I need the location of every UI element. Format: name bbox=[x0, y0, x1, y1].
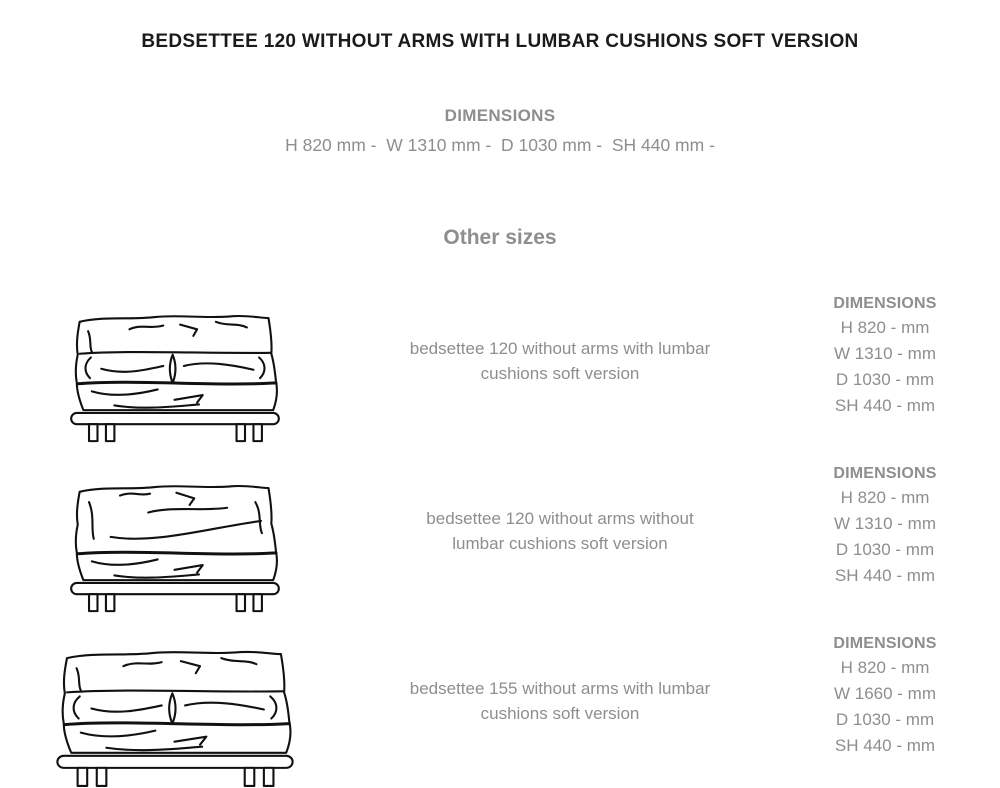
description-line: lumbar cushions soft version bbox=[452, 534, 668, 553]
product-description bbox=[350, 458, 770, 628]
drawing-cell bbox=[0, 288, 350, 458]
dimensions-block-heading: DIMENSIONS bbox=[833, 635, 937, 652]
product-row bbox=[0, 628, 1000, 788]
drawing-cell bbox=[0, 458, 350, 628]
description-line: cushions soft version bbox=[480, 364, 640, 383]
dimension-seat-height: SH 440 - mm bbox=[834, 396, 936, 415]
dimension-width: W 1660 - mm bbox=[833, 684, 937, 703]
dimension-seat-height: SH 440 - mm bbox=[834, 566, 936, 585]
dimensions-block bbox=[770, 628, 1000, 788]
dimensions-block-heading: DIMENSIONS bbox=[833, 465, 937, 482]
dimensions-block-heading: DIMENSIONS bbox=[833, 295, 937, 312]
description-line: bedsettee 120 without arms without bbox=[426, 509, 694, 528]
other-sizes-list bbox=[0, 288, 1000, 788]
bedsettee-without-lumbar-cushions-line-drawing bbox=[65, 473, 285, 613]
drawing-cell bbox=[0, 628, 350, 788]
product-row bbox=[0, 458, 1000, 628]
other-sizes-heading: Other sizes bbox=[443, 226, 557, 249]
dimension-height: H 820 - mm bbox=[840, 488, 930, 507]
description-line: bedsettee 120 without arms with lumbar bbox=[409, 339, 711, 358]
dimension-width: W 1310 - mm bbox=[833, 514, 937, 533]
dimensions-line: H 820 mm - W 1310 mm - D 1030 mm - SH 440 mm - bbox=[285, 135, 715, 155]
description-line: bedsettee 155 without arms with lumbar bbox=[409, 679, 711, 698]
dimensions-block bbox=[770, 288, 1000, 458]
dimension-seat-height: SH 440 - mm bbox=[834, 736, 936, 755]
page-title: BEDSETTEE 120 WITHOUT ARMS WITH LUMBAR CUSHIONS SOFT VERSION bbox=[141, 31, 859, 52]
dimensions-block bbox=[770, 458, 1000, 628]
description-line: cushions soft version bbox=[480, 704, 640, 723]
product-row bbox=[0, 288, 1000, 458]
bedsettee-wide-with-lumbar-cushions-line-drawing bbox=[51, 638, 299, 788]
dimension-depth: D 1030 - mm bbox=[835, 370, 935, 389]
dimension-height: H 820 - mm bbox=[840, 658, 930, 677]
bedsettee-with-lumbar-cushions-line-drawing bbox=[65, 303, 285, 443]
dimension-width: W 1310 - mm bbox=[833, 344, 937, 363]
dimensions-heading: DIMENSIONS bbox=[444, 106, 556, 125]
dimension-depth: D 1030 - mm bbox=[835, 710, 935, 729]
product-description bbox=[350, 288, 770, 458]
dimension-height: H 820 - mm bbox=[840, 318, 930, 337]
product-description bbox=[350, 628, 770, 788]
dimension-depth: D 1030 - mm bbox=[835, 540, 935, 559]
